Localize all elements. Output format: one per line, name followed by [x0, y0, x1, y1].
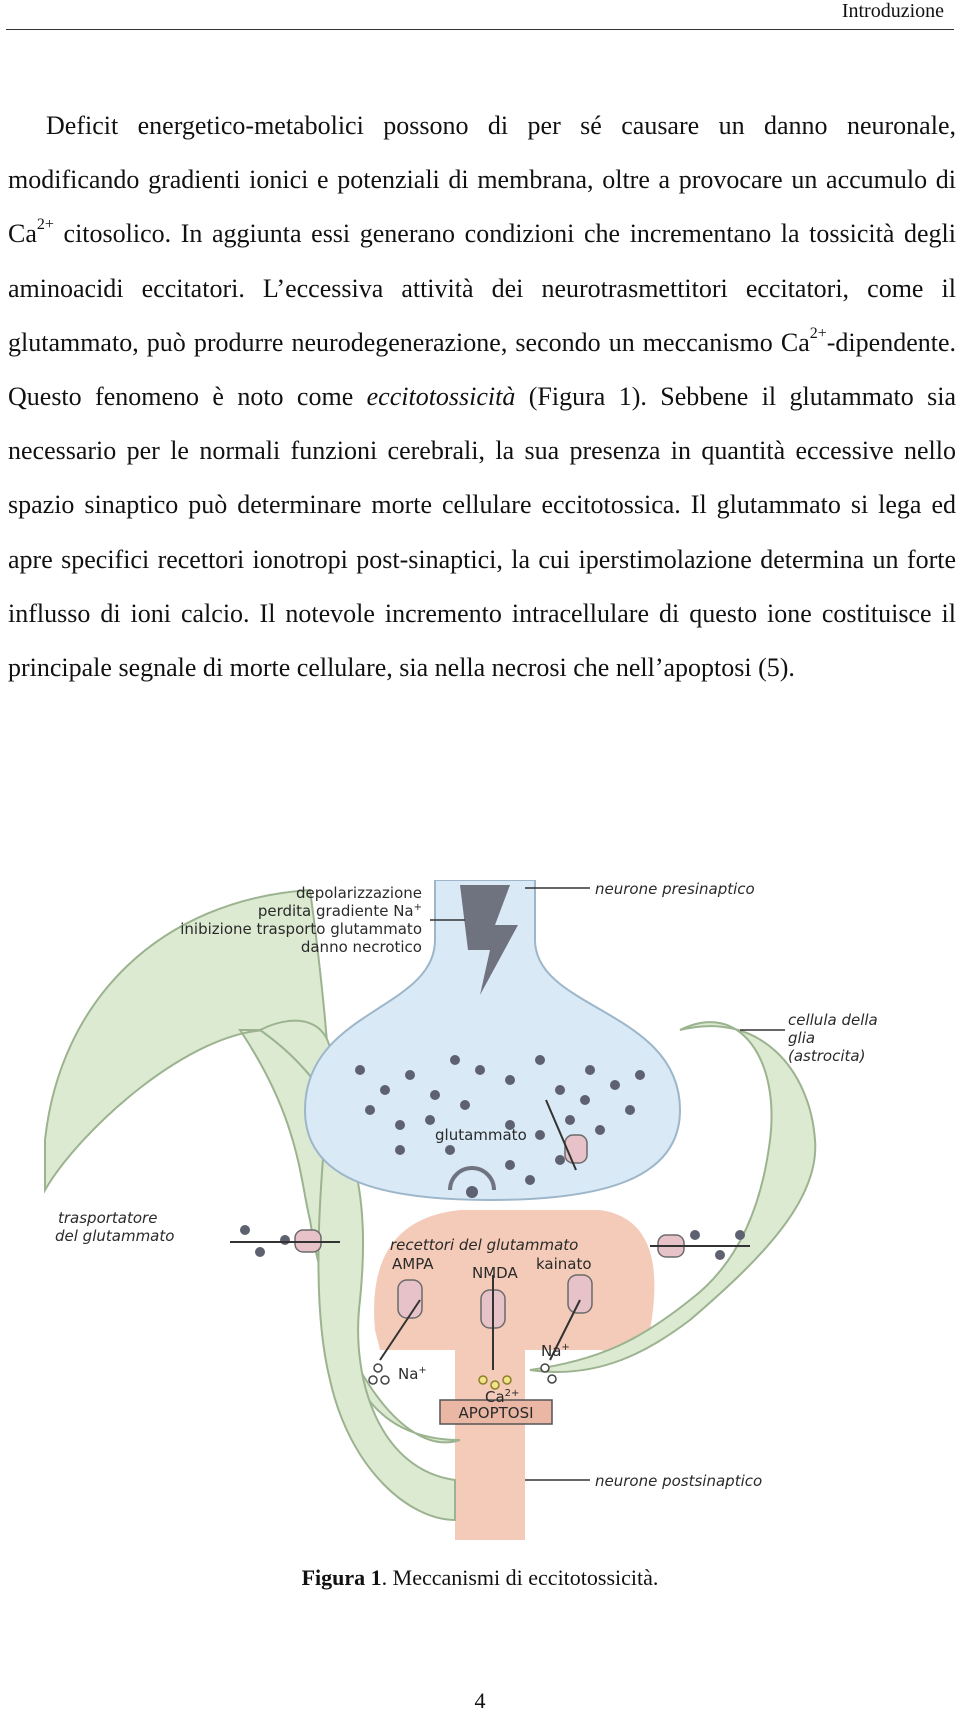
label-ca-text: Ca: [485, 1388, 505, 1406]
label-damage-2-text: perdita gradiente Na: [257, 902, 414, 920]
synapse-diagram: [40, 880, 920, 1540]
figure-excitotoxicity: [40, 880, 920, 1540]
figure-caption: [0, 1565, 960, 1591]
label-glia-1: cellula della: [788, 1011, 878, 1029]
label-glia-2: glia: [788, 1029, 816, 1047]
label-damage-2: [258, 902, 422, 920]
label-ca-sup: 2+: [504, 1388, 520, 1399]
label-glia-3: (astrocita): [788, 1047, 866, 1065]
term-excitotoxicity: eccitotossicità: [366, 382, 516, 412]
released-vesicle: [466, 1186, 478, 1198]
caption-label: Figura 1: [301, 1565, 382, 1590]
body-text-3: -dipendente. Questo fenomeno è noto come: [8, 327, 956, 412]
label-na-left: [398, 1365, 427, 1383]
page-number: 4: [474, 1688, 486, 1713]
body-text-4: (Figura 1). Sebbene il glutammato sia necessario per le normali funzioni cerebrali, la sua presenza in quantità eccessive nello spazio sinaptico può determinare morte cellulare eccitotossica. Il glutammato si lega ed apre specifici recettori ionotropi post-sinaptici, la cui iperstimolazione determina un forte influsso di ioni calcio. Il notevole incremento intracellulare di questo ione costituisce il principale segnale di morte cellulare, sia nella necrosi che nell’apoptosi (5).: [8, 382, 956, 683]
body-text-2: citosolico. In aggiunta essi generano condizioni che incrementano la tossicità degli aminoacidi eccitatori. L’eccessiva attività dei neurotrasmettitori eccitatori, come il glutammato, può produrre neurodegenerazione, secondo un meccanismo Ca: [8, 219, 956, 357]
label-na-right: [541, 1342, 570, 1360]
label-postsynaptic: neurone postsinaptico: [595, 1472, 763, 1490]
label-damage-2-sup: +: [413, 902, 422, 913]
label-damage-1: depolarizzazione: [295, 884, 422, 902]
label-na-right-sup: +: [561, 1342, 570, 1353]
label-glutamate: glutammato: [435, 1126, 527, 1144]
body-paragraph: [8, 99, 956, 695]
superscript-ca-2: 2+: [809, 324, 827, 342]
label-transporter-1: trasportatore: [58, 1209, 158, 1227]
label-na-left-text: Na: [398, 1365, 419, 1383]
label-nmda: NMDA: [472, 1264, 518, 1282]
body-text-1: Deficit energetico-metabolici possono di per sé causare un danno neuronale, modificando gradienti ionici e potenziali di membrana, oltre a provocare un accumulo di Ca: [8, 111, 956, 249]
label-damage-3: inibizione trasporto glutammato: [180, 920, 422, 938]
label-apoptosis: APOPTOSI: [458, 1404, 534, 1422]
running-head: Introduzione: [841, 0, 944, 22]
label-na-right-text: Na: [541, 1342, 562, 1360]
header-rule: [6, 29, 954, 30]
caption-text: . Meccanismi di eccitotossicità.: [381, 1565, 659, 1590]
label-kainate: kainato: [536, 1255, 592, 1273]
label-presynaptic: neurone presinaptico: [595, 880, 755, 898]
label-damage-4: danno necrotico: [300, 938, 422, 956]
label-na-left-sup: +: [418, 1365, 427, 1376]
label-receptors: recettori del glutammato: [390, 1236, 579, 1254]
label-ampa: AMPA: [392, 1255, 434, 1273]
superscript-ca-1: 2+: [36, 216, 54, 234]
label-transporter-2: del glutammato: [55, 1227, 175, 1245]
